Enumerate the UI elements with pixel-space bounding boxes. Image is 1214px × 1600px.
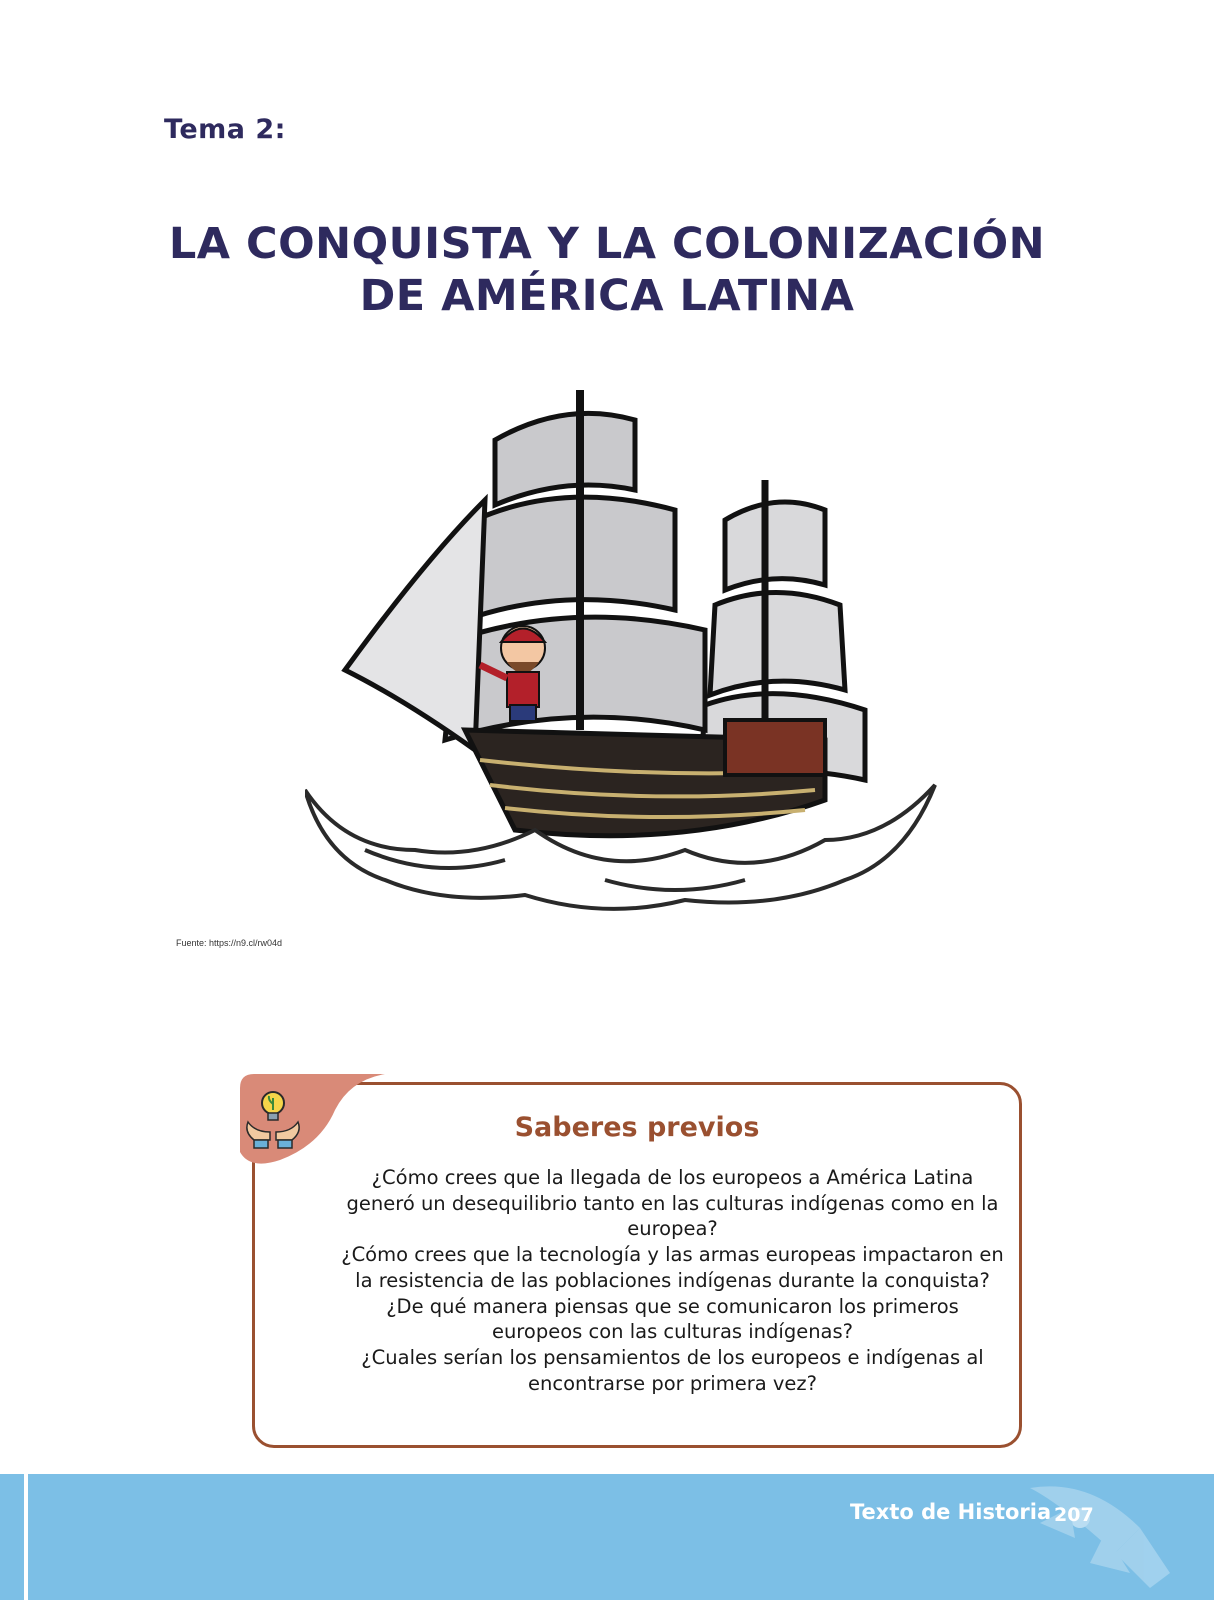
book-label: Texto de Historia (850, 1500, 1052, 1524)
question-3: ¿De qué manera piensas que se comunicaron los primeros europeos con las culturas indígenas? (386, 1294, 959, 1344)
rocket-icon (1020, 1478, 1200, 1600)
question-4: ¿Cuales serían los pensamientos de los europeos e indígenas al encontrarse por primera vez? (361, 1345, 984, 1395)
chapter-title-line-1: LA CONQUISTA Y LA COLONIZACIÓN (168, 219, 1046, 269)
question-1: ¿Cómo crees que la llegada de los europeos a América Latina generó un desequilibrio tanto en las culturas indígenas como en la europea? (346, 1166, 999, 1241)
jib-sail (345, 500, 485, 750)
footer-divider (24, 1474, 28, 1600)
question-2: ¿Cómo crees que la tecnología y las armas europeas impactaron en la resistencia de las poblaciones indígenas durante la conquista? (341, 1243, 1004, 1292)
tema-label: Tema 2: (164, 114, 286, 145)
page-number: 207 (1054, 1504, 1094, 1526)
ship-stern (725, 720, 825, 775)
ship-illustration (305, 380, 955, 940)
image-source-caption: Fuente: https://n9.cl/rw04d (176, 938, 283, 948)
saberes-title: Saberes previos (514, 1112, 760, 1143)
chapter-title-line-2: DE AMÉRICA LATINA (359, 271, 855, 321)
saberes-questions (340, 1165, 1005, 1396)
